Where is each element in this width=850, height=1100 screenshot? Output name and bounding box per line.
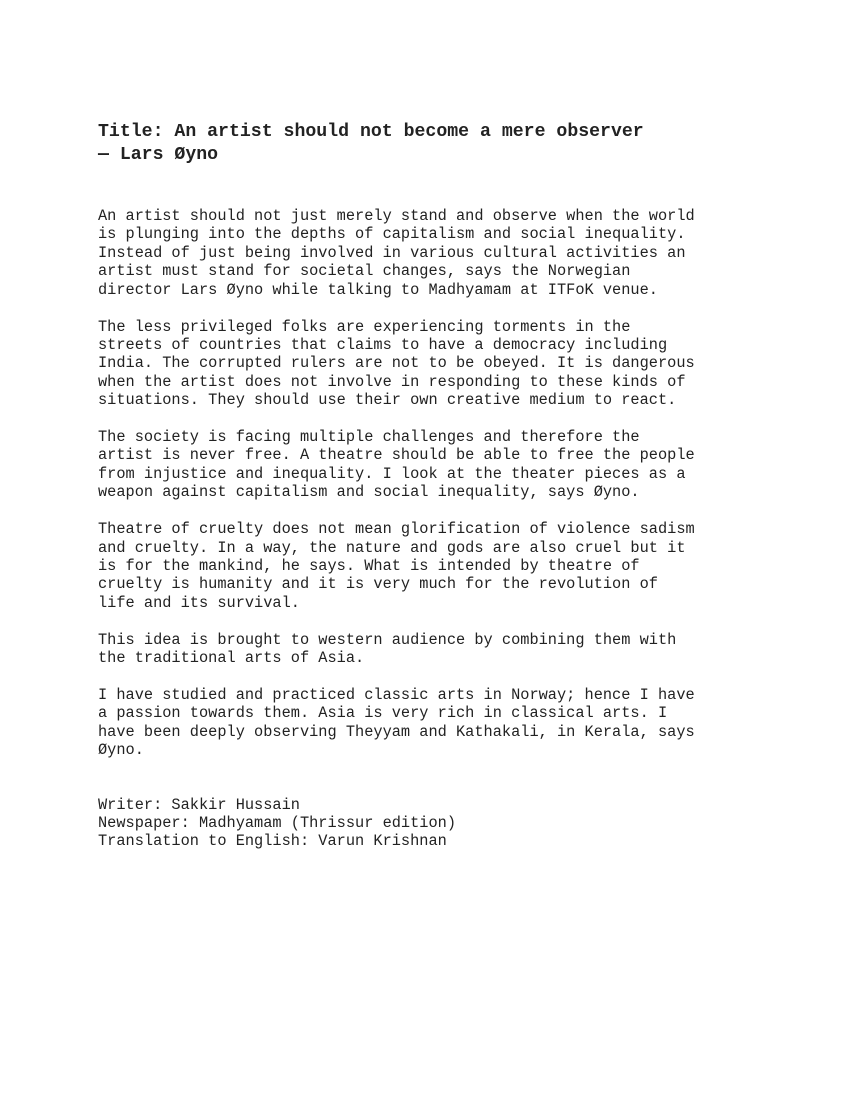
newspaper-credit: Newspaper: Madhyamam (Thrissur edition) [98, 814, 457, 833]
credits-block [98, 796, 758, 851]
paragraph-6: I have studied and practiced classic arts in Norway; hence I have a passion towards them. Asia is very rich in classical arts. I have been deeply observing Theyyam and Kathakali, in Kerala, says Øyno. [98, 686, 695, 760]
paragraph-4: Theatre of cruelty does not mean glorification of violence sadism and cruelty. In a way, the nature and gods are also cruel but it is for the mankind, he says. What is intended by theatre of cruelty is humanity and it is very much for the revolution of life and its survival. [98, 520, 695, 612]
translation-credit: Translation to English: Varun Krishnan [98, 832, 447, 851]
writer-credit: Writer: Sakkir Hussain [98, 795, 300, 814]
paragraph-3: The society is facing multiple challenges and therefore the artist is never free. A theatre should be able to free the people from injustice and inequality. I look at the theater pieces as a weapon against capitalism and social inequality, says Øyno. [98, 428, 695, 502]
document-page [98, 121, 758, 851]
paragraph-2: The less privileged folks are experiencing torments in the streets of countries that claims to have a democracy including India. The corrupted rulers are not to be obeyed. It is dangerous when the artist does not involve in responding to these kinds of situations. They should use their own creative medium to react. [98, 317, 695, 410]
article-body [98, 207, 758, 760]
paragraph-1: An artist should not just merely stand and observe when the world is plunging into the depths of capitalism and social inequality. Instead of just being involved in various cultural activities an artist must stand for societal changes, says the Norwegian director Lars Øyno while talking to Madhyamam at ITFoK venue. [98, 207, 695, 299]
paragraph-5: This idea is brought to western audience by combining them with the traditional arts of Asia. [98, 630, 677, 668]
document-title: Title: An artist should not become a mere observer — Lars Øyno [98, 122, 644, 165]
